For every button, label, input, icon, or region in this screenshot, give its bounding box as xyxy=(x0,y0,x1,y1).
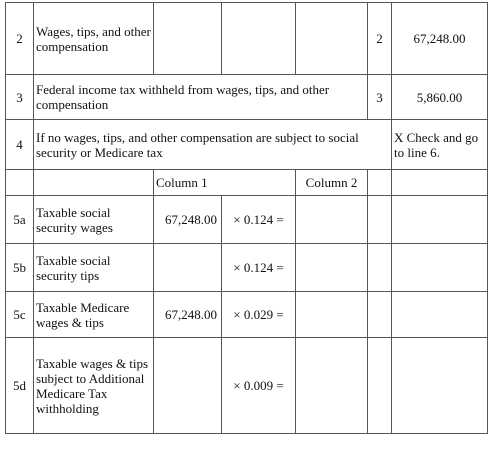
multiplier: × 0.124 = xyxy=(222,244,296,292)
line-5c-row xyxy=(6,292,488,338)
line-number: 5b xyxy=(6,244,34,292)
multiplier: × 0.029 = xyxy=(222,292,296,338)
line-number: 5d xyxy=(6,338,34,434)
medicare-wages-column-1-field[interactable]: 67,248.00 xyxy=(154,292,222,338)
federal-tax-withheld-field[interactable]: 5,860.00 xyxy=(392,75,488,120)
ss-tips-column-1-field[interactable] xyxy=(154,244,222,292)
empty-cell xyxy=(368,338,392,434)
line-description: Federal income tax withheld from wages, tips, and other compensation xyxy=(34,75,368,120)
tax-form-table xyxy=(5,2,488,434)
line-5d-row xyxy=(6,338,488,434)
line-description: Wages, tips, and other compensation xyxy=(34,3,154,75)
line-description: Taxable social security wages xyxy=(34,196,154,244)
line-4-row xyxy=(6,120,488,170)
ss-wages-column-1-field[interactable]: 67,248.00 xyxy=(154,196,222,244)
line-number: 4 xyxy=(6,120,34,170)
ss-tips-column-2-field[interactable] xyxy=(296,244,368,292)
line-description: Taxable social security tips xyxy=(34,244,154,292)
line-5a-row xyxy=(6,196,488,244)
empty-cell xyxy=(368,292,392,338)
additional-medicare-column-2-field[interactable] xyxy=(296,338,368,434)
check-box-instruction[interactable]: X Check and go to line 6. xyxy=(392,120,488,170)
empty-cell xyxy=(368,170,392,196)
line-5b-row xyxy=(6,244,488,292)
line-reference: 3 xyxy=(368,75,392,120)
empty-cell xyxy=(392,244,488,292)
empty-cell xyxy=(392,196,488,244)
empty-cell xyxy=(368,196,392,244)
line-number: 2 xyxy=(6,3,34,75)
column-header-row xyxy=(6,170,488,196)
line-number: 5a xyxy=(6,196,34,244)
multiplier: × 0.009 = xyxy=(222,338,296,434)
line-description: Taxable wages & tips subject to Additional Medicare Tax withholding xyxy=(34,338,154,434)
column-1-header: Column 1 xyxy=(154,170,296,196)
wages-amount-field[interactable]: 67,248.00 xyxy=(392,3,488,75)
multiplier: × 0.124 = xyxy=(222,196,296,244)
line-3-row xyxy=(6,75,488,120)
line-number: 5c xyxy=(6,292,34,338)
line-description: If no wages, tips, and other compensation are subject to social security or Medicare tax xyxy=(34,120,392,170)
empty-cell xyxy=(392,292,488,338)
empty-cell xyxy=(368,244,392,292)
ss-wages-column-2-field[interactable] xyxy=(296,196,368,244)
empty-cell xyxy=(392,338,488,434)
line-description: Taxable Medicare wages & tips xyxy=(34,292,154,338)
empty-cell xyxy=(222,3,296,75)
line-reference: 2 xyxy=(368,3,392,75)
empty-cell xyxy=(34,170,154,196)
empty-cell xyxy=(6,170,34,196)
empty-cell xyxy=(296,3,368,75)
line-2-row xyxy=(6,3,488,75)
column-2-header: Column 2 xyxy=(296,170,368,196)
line-number: 3 xyxy=(6,75,34,120)
empty-cell xyxy=(154,3,222,75)
medicare-wages-column-2-field[interactable] xyxy=(296,292,368,338)
empty-cell xyxy=(392,170,488,196)
additional-medicare-column-1-field[interactable] xyxy=(154,338,222,434)
